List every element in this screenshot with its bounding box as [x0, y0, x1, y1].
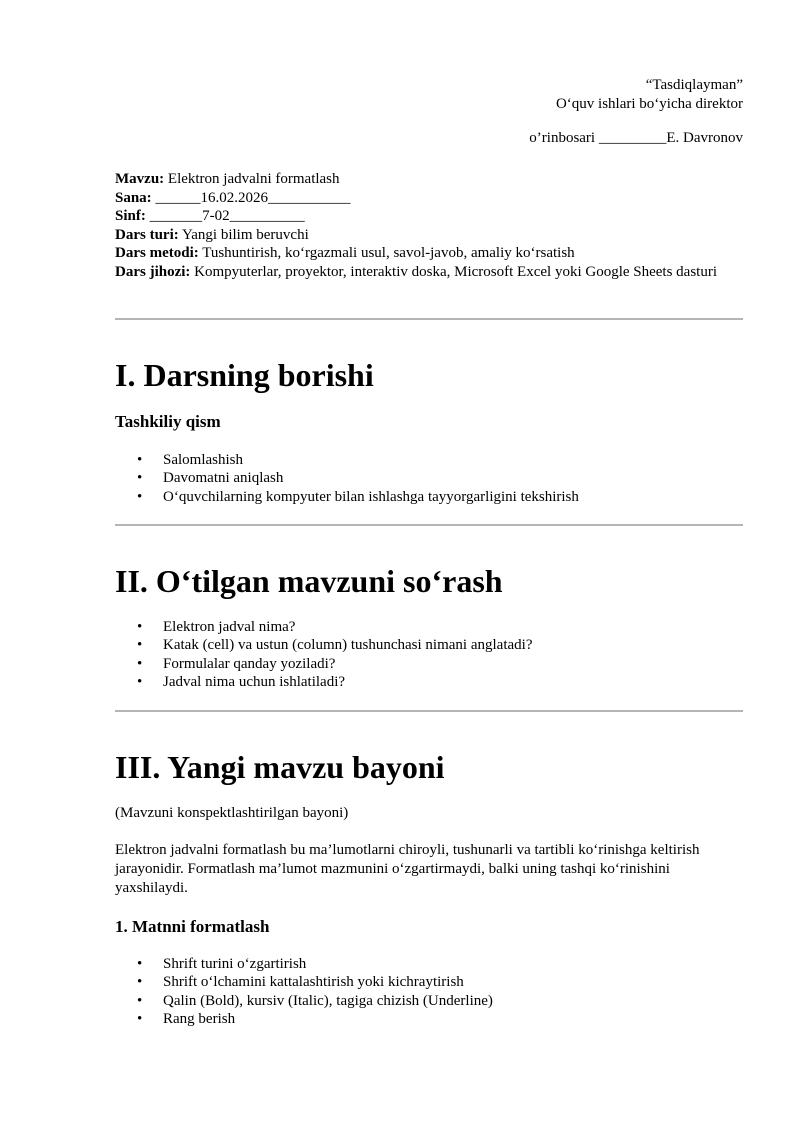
subsection-title-organizational: Tashkiliy qism: [115, 412, 221, 431]
list-item: • Shrift o‘lchamini kattalashtirish yoki kichraytirish: [137, 974, 464, 991]
bullet-icon: •: [137, 637, 143, 654]
bullet-icon: •: [137, 956, 143, 972]
list-item: • Elektron jadval nima?: [137, 619, 296, 635]
divider: [115, 524, 743, 526]
list-item: • Qalin (Bold), kursiv (Italic), tagiga chizish (Underline): [137, 992, 493, 1009]
section-title-2: II. O‘tilgan mavzuni so‘rash: [115, 563, 503, 599]
list-item: • Shrift turini o‘zgartirish: [137, 956, 307, 972]
bullet-icon: •: [137, 619, 143, 635]
divider: [115, 318, 743, 320]
section-title-1: I. Darsning borishi: [115, 357, 374, 393]
bullet-icon: •: [137, 470, 143, 487]
meta-class: Sinf: _______7-02__________: [115, 208, 305, 225]
list-item: • Formulalar qanday yoziladi?: [137, 655, 336, 672]
section-title-3: III. Yangi mavzu bayoni: [115, 749, 445, 785]
meta-topic: Mavzu: Elektron jadvalni formatlash: [115, 171, 340, 187]
bullet-icon: •: [137, 673, 143, 690]
bullet-icon: •: [137, 1010, 143, 1027]
list-item: • Katak (cell) va ustun (column) tushunchasi nimani anglatadi?: [137, 637, 533, 654]
list-item: • Rang berish: [137, 1010, 236, 1027]
meta-lesson-method: Dars metodi: Tushuntirish, ko‘rgazmali usul, savol-javob, amaliy ko‘rsatish: [115, 245, 575, 262]
approval-signature: o’rinbosari _________E. Davronov: [529, 130, 743, 146]
meta-date: Sana: ______16.02.2026___________: [115, 189, 351, 206]
approval-block: [529, 76, 743, 148]
approval-position: O‘quv ishlari bo‘yicha direktor: [555, 96, 743, 112]
bullet-icon: •: [137, 992, 143, 1009]
divider: [115, 710, 743, 712]
bullet-icon: •: [137, 974, 143, 991]
list-item: • Salomlashish: [137, 452, 244, 468]
bullet-list-text-formatting: [115, 955, 493, 1028]
bullet-icon: •: [137, 655, 143, 672]
subsection-title-text-formatting: 1. Matnni formatlash: [115, 917, 270, 936]
meta-equipment: Dars jihozi: Kompyuterlar, proyektor, interaktiv doska, Microsoft Excel yoki Google Sheets dasturi: [115, 263, 718, 280]
list-item: • O‘quvchilarning kompyuter bilan ishlashga tayyorgarligini tekshirish: [137, 488, 579, 505]
bullet-list-organizational: [115, 451, 579, 506]
lesson-meta: [115, 170, 743, 282]
list-item: • Davomatni aniqlash: [137, 470, 284, 487]
bullet-icon: •: [137, 488, 143, 505]
list-item: • Jadval nima uchun ishlatiladi?: [137, 673, 346, 690]
section-note: (Mavzuni konspektlashtirilgan bayoni): [115, 805, 349, 821]
bullet-list-review: [115, 618, 532, 691]
section-paragraph: Elektron jadvalni formatlash bu ma’lumotlarni chiroyli, tushunarli va tartibli ko‘rinishga keltirish jarayonidir. Formatlash ma’lumot mazmunini o‘zgartirmaydi, balki uning tashqi ko‘rinishini yaxshilaydi.: [115, 842, 700, 896]
meta-lesson-type: Dars turi: Yangi bilim beruvchi: [115, 226, 309, 243]
bullet-icon: •: [137, 452, 143, 468]
approval-title: “Tasdiqlayman”: [645, 77, 743, 93]
